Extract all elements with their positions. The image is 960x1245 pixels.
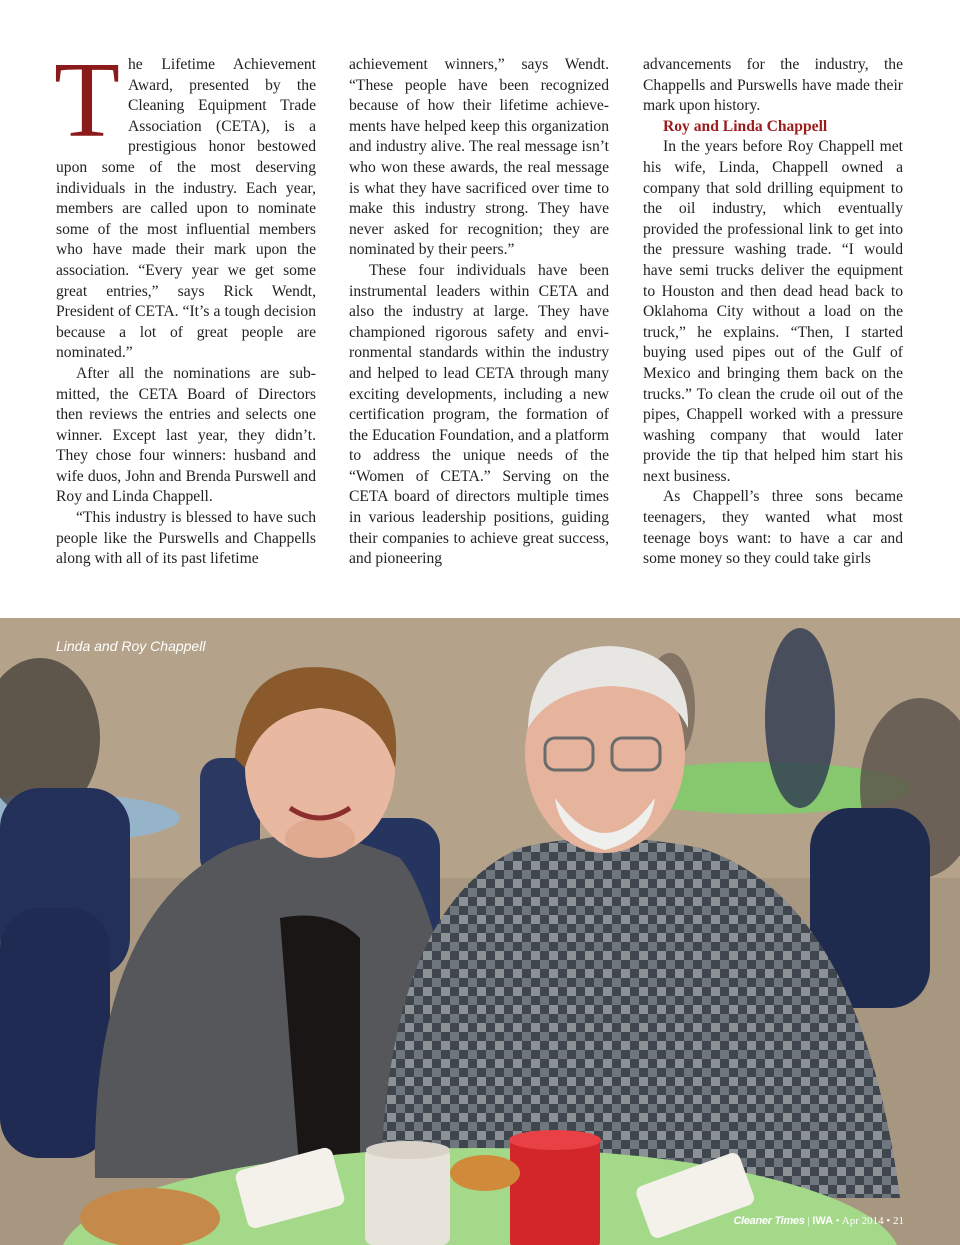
- article-column-1: [54, 41, 316, 570]
- footer-separator: |: [804, 1215, 813, 1227]
- paragraph: In the years before Roy Chappell met his wife, Linda, Chappell owned a company that sold drilling equipment to the oil industry, which eventually provided the professional link to get into the pressure washing trade. “I would have semi trucks deliver the equipment to Houston and then dead head back to Oklahoma City without a load on the truck,” he explains. “Then, I started buying used pipes out of the Gulf of Mexico and bringing them back on the trucks.” To clean the crude oil out of the pipes, Chappell worked with a pressure washing company that would later provide the tip that helped him start his next business.: [643, 138, 903, 485]
- paragraph: achievement winners,” says Wendt. “These people have been recognized because of how their lifetime achievements have helped keep this organization and industry alive. The real message isn’t who won these awards, the real message is what they have sacrificed over time to make this industry strong. They have never asked for recognition; they are nominated by their peers.”: [349, 56, 609, 259]
- footer-issue-page: • Apr 2014 • 21: [833, 1215, 904, 1227]
- article-body: [54, 41, 904, 575]
- footer-iwa: IWA: [812, 1215, 834, 1227]
- paragraph: These four individuals have been instrumental leaders within CETA and also the industry at large. They have championed rigorous safety and environmental standards within the industry and helped to lead CETA through many exciting developments, including a new certification program, the formation of the Education Foundation, and a platform to address the unique needs of the “Women of CETA.” Serving on the CETA board of directors multiple times in various leadership positions, guiding their companies to achieve great success, and pioneering: [349, 261, 609, 568]
- magazine-brand: Cleaner Times: [733, 1215, 805, 1227]
- article-column-2: [349, 55, 609, 570]
- paragraph: After all the nominations are submitted, the CETA Board of Directors then reviews the entries and selects one winner. Except last year, they didn’t. They chose four winners: husband and wife duos, John and Brenda Purswell and Roy and Linda Chappell.: [56, 364, 316, 506]
- paragraph: “This industry is blessed to have such people like the Purswells and Chappells along with all of its past lifetime: [56, 509, 316, 568]
- section-subhead: Roy and Linda Chappell: [663, 117, 828, 135]
- paragraph: he Lifetime Achievement Award, presented by the Cleaning Equipment Trade Association (CETA), is a prestigious honor bestowed upon some of the most deserving individuals in the industry. Each year, members are called upon to nominate some of the most influential members who have made their mark upon the association. “Every year we get some great entries,” says Rick Wendt, President of CETA. “It’s a tough decision because a lot of great people are nominated.”: [56, 56, 316, 362]
- page-footer: [733, 1215, 904, 1227]
- photo-caption: Linda and Roy Chappell: [56, 638, 206, 654]
- photo-illustration: [0, 618, 960, 1245]
- article-column-3: [643, 55, 903, 570]
- drop-cap: T: [54, 41, 120, 160]
- article-photo: [0, 618, 960, 1245]
- paragraph: As Chappell’s three sons became teenagers, they wanted what most teenage boys want: to have a car and some money so they could take girls: [643, 488, 903, 568]
- paragraph: advancements for the industry, the Chappells and Purswells have made their mark upon history.: [643, 56, 903, 115]
